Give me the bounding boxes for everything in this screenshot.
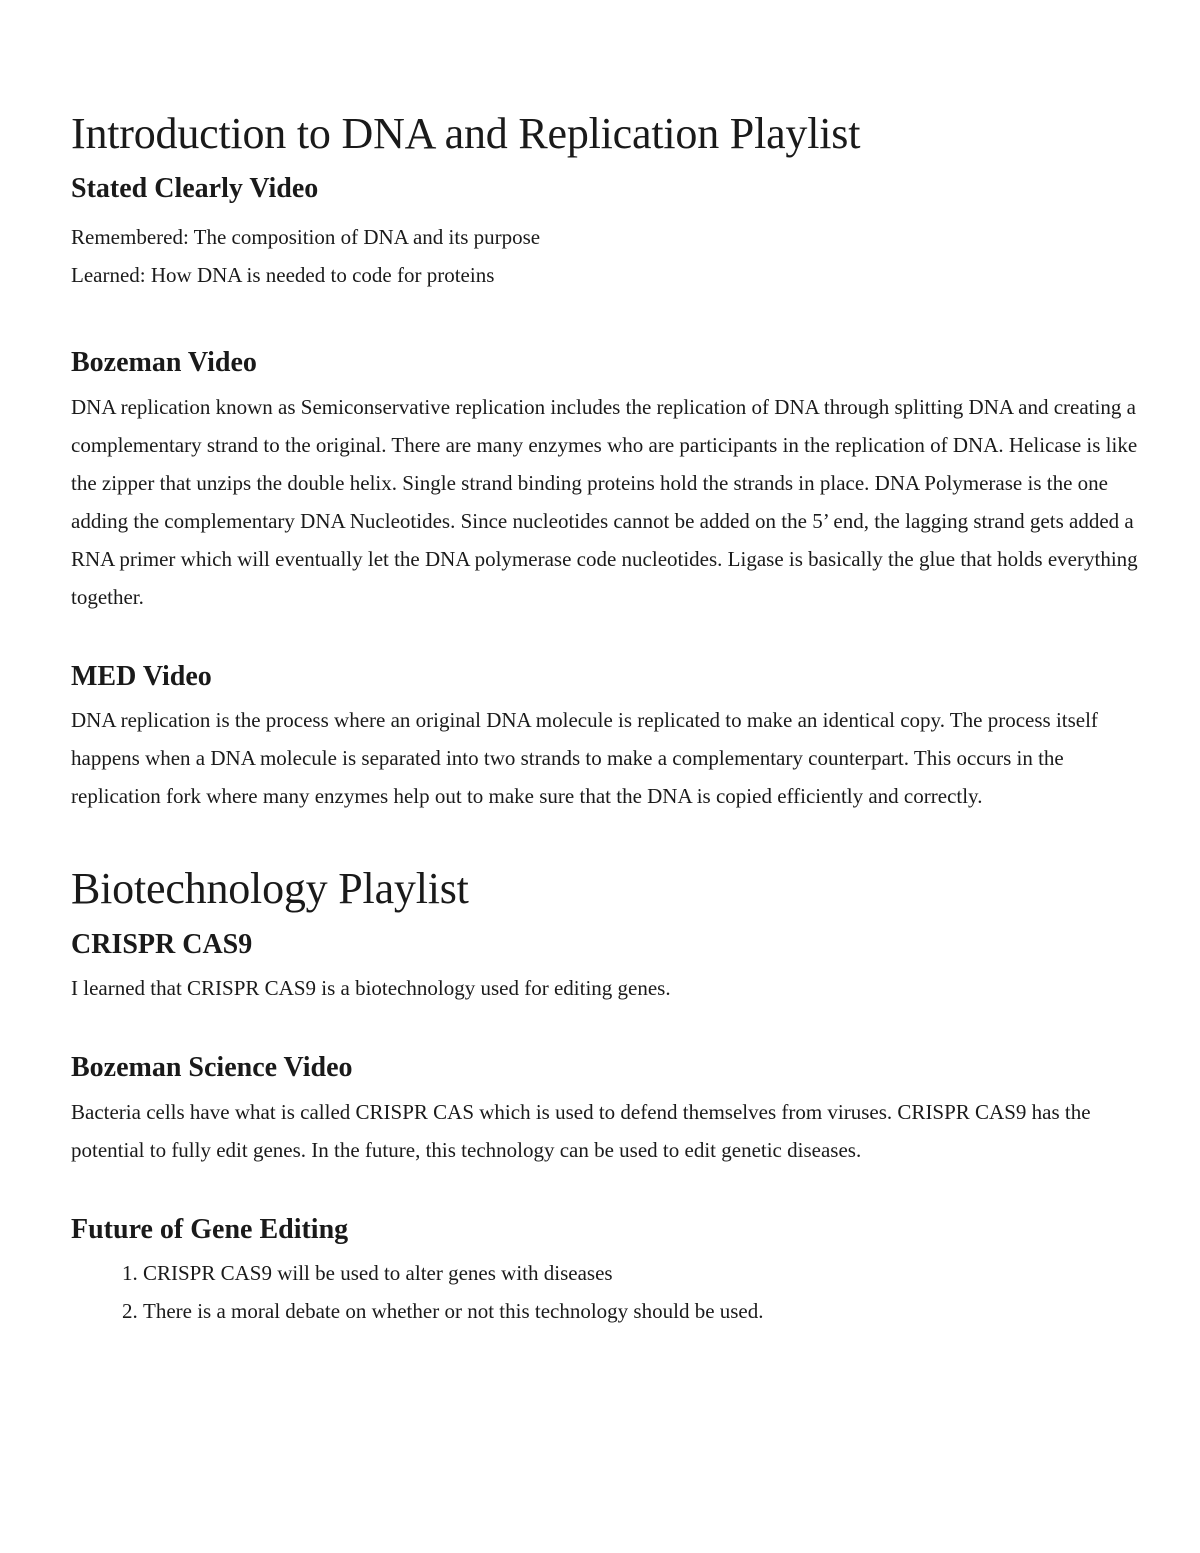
- video-heading-stated-clearly: Stated Clearly Video: [71, 173, 319, 205]
- list-item: 1. CRISPR CAS9 will be used to alter genes with diseases: [143, 1254, 1141, 1292]
- bozeman-video-paragraph: DNA replication known as Semiconservative replication includes the replication of DNA through splitting DNA and creating a complementary strand to the original. There are many enzymes who are participants in the replication of DNA. Helicase is like the zipper that unzips the double helix. Single strand binding proteins hold the strands in place. DNA Polymerase is the one adding the complementary DNA Nucleotides. Since nucleotides cannot be added on the 5’ end, the lagging strand gets added a RNA primer which will eventually let the DNA polymerase code nucleotides. Ligase is basically the glue that holds everything together.: [71, 394, 1138, 609]
- video-heading-bozeman-science: Bozeman Science Video: [71, 1052, 353, 1084]
- bozeman-science-paragraph: Bacteria cells have what is called CRISPR CAS which is used to defend themselves from viruses. CRISPR CAS9 has the potential to fully edit genes. In the future, this technology can be used to edit genetic diseases.: [71, 1099, 1091, 1162]
- future-gene-editing-list: [71, 1254, 1141, 1330]
- crispr-cas9-paragraph: I learned that CRISPR CAS9 is a biotechnology used for editing genes.: [71, 976, 671, 1001]
- video-heading-bozeman: Bozeman Video: [71, 346, 257, 378]
- stated-clearly-notes: [71, 218, 1141, 294]
- video-heading-med: MED Video: [71, 660, 212, 692]
- playlist-title-biotechnology: Biotechnology Playlist: [71, 864, 469, 914]
- video-heading-future-gene-editing: Future of Gene Editing: [71, 1213, 349, 1245]
- list-item: 2. There is a moral debate on whether or not this technology should be used.: [143, 1292, 1141, 1330]
- remembered-line: Remembered: The composition of DNA and its purpose: [71, 224, 541, 249]
- learned-line: Learned: How DNA is needed to code for proteins: [71, 262, 495, 287]
- document-page: [71, 100, 1141, 1330]
- med-video-paragraph: DNA replication is the process where an original DNA molecule is replicated to make an identical copy. The process itself happens when a DNA molecule is separated into two strands to make a complementary counterpart. This occurs in the replication fork where many enzymes help out to make sure that the DNA is copied efficiently and correctly.: [71, 708, 1098, 809]
- playlist-title-dna-replication: Introduction to DNA and Replication Playlist: [71, 109, 861, 158]
- video-heading-crispr-cas9: CRISPR CAS9: [71, 928, 253, 960]
